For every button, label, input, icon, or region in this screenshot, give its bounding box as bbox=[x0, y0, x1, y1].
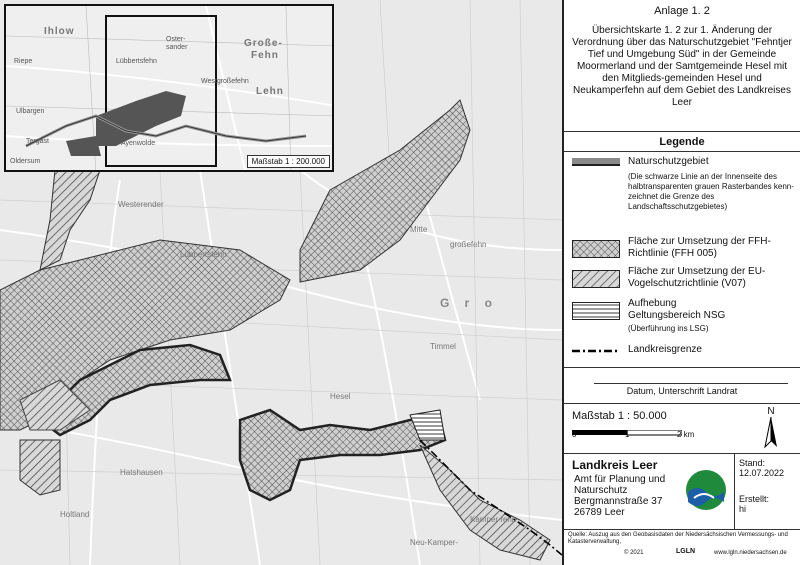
legend-aufhebung-label-1: Aufhebung bbox=[628, 298, 677, 309]
map-label: Westerender bbox=[118, 200, 164, 209]
legend-vogel-label: Fläche zur Umsetzung der EU-Vogelschutzrichtlinie (V07) bbox=[628, 266, 766, 289]
kreis-symbol bbox=[572, 349, 620, 353]
map-big-label: G r o bbox=[440, 296, 499, 310]
vogel-symbol bbox=[572, 270, 620, 288]
signature-label: Datum, Unterschrift Landrat bbox=[626, 386, 738, 396]
lgln-link[interactable]: www.lgln.niedersachsen.de bbox=[714, 550, 787, 556]
legend-item-kreis bbox=[572, 344, 798, 360]
signature-line bbox=[594, 383, 788, 384]
legend-section bbox=[564, 132, 800, 368]
map-label: Holtland bbox=[60, 510, 90, 519]
erstellt-label: Erstellt: bbox=[739, 494, 770, 504]
org-line: Bergmannstraße 37 bbox=[574, 496, 663, 507]
title-section bbox=[564, 0, 800, 132]
legend-title: Legende bbox=[564, 132, 800, 152]
inset-label: Ulbargen bbox=[16, 108, 45, 115]
inset-label: Iber bbox=[116, 120, 129, 127]
legend-nsg-label: Naturschutzgebiet bbox=[628, 156, 709, 167]
scale-tick: 1 bbox=[625, 430, 630, 439]
nsg-symbol bbox=[572, 158, 620, 166]
landkreis-logo-icon bbox=[684, 468, 728, 512]
source-text: Quelle: Auszug aus den Geobasisdaten der Niedersächsischen Vermessungs- und Katasterverwaltung, bbox=[568, 532, 788, 545]
vogel-area-sw bbox=[20, 440, 60, 495]
scale-section bbox=[564, 404, 800, 454]
inset-label: Westgroßefehn bbox=[201, 78, 249, 85]
scale-tick: 2 km bbox=[677, 430, 695, 439]
overview-inset-map[interactable] bbox=[4, 4, 334, 172]
legend-ffh-label: Fläche zur Umsetzung der FFH-Richtlinie (FFH 005) bbox=[628, 236, 771, 259]
legend-panel bbox=[562, 0, 800, 565]
stand-value: 12.07.2022 bbox=[739, 468, 785, 478]
vogel-area-west bbox=[40, 170, 100, 270]
map-label: Neu-Kamper- bbox=[410, 538, 459, 547]
map-label: Hesel bbox=[330, 392, 351, 401]
ffh-symbol bbox=[572, 240, 620, 258]
north-arrow bbox=[764, 406, 778, 452]
north-label: N bbox=[767, 406, 775, 417]
legend-aufhebung-note: (Überführung ins LSG) bbox=[628, 324, 709, 333]
inset-label: Große- bbox=[244, 38, 283, 49]
legend-item-nsg bbox=[572, 158, 798, 238]
source-section bbox=[564, 530, 800, 565]
inset-label: sander bbox=[166, 44, 188, 51]
organization-section bbox=[564, 454, 800, 530]
inset-label: Fehn bbox=[251, 50, 279, 61]
inset-scale: Maßstab 1 : 200.000 bbox=[247, 155, 330, 168]
legend-aufhebung-label-2: Geltungsbereich NSG bbox=[628, 310, 726, 321]
lgln-logo: LGLN bbox=[676, 548, 696, 555]
map-label: Mitte bbox=[410, 225, 428, 234]
legend-item-ffh bbox=[572, 236, 798, 266]
inset-label: Ayenwolde bbox=[121, 140, 156, 147]
map-label: Lübbertsfehn bbox=[180, 250, 227, 259]
inset-label: Lübbertsfehn bbox=[116, 58, 157, 65]
stand-label: Stand: bbox=[739, 458, 766, 468]
legend-nsg-note: (Die schwarze Linie an der Innenseite des halbtransparenten grauen Rasterbandes kenn-zeichnet die Grenze des Landschaftsschutzgebietes) bbox=[628, 172, 794, 211]
map-label: großefehn bbox=[450, 240, 487, 249]
map-label: Kamper-fehn bbox=[470, 515, 517, 524]
inset-label: Oldersum bbox=[10, 158, 41, 165]
map-label: Hatshausen bbox=[120, 468, 163, 477]
org-line: Amt für Planung und bbox=[574, 474, 666, 485]
inset-label: Timmel bbox=[161, 98, 184, 105]
legend-item-vogel bbox=[572, 266, 798, 296]
copyright: © 2021 bbox=[624, 550, 644, 556]
aufhebung-symbol bbox=[572, 302, 620, 320]
org-line: 26789 Leer bbox=[574, 507, 625, 518]
legend-item-aufhebung bbox=[572, 298, 798, 338]
org-name: Landkreis Leer bbox=[572, 458, 658, 472]
map-label: Timmel bbox=[430, 342, 456, 351]
signature-section bbox=[564, 368, 800, 404]
inset-label: Oster- bbox=[166, 36, 186, 43]
north-arrow-icon bbox=[764, 417, 778, 449]
legend-kreis-label: Landkreisgrenze bbox=[628, 344, 702, 355]
inset-label: Tergast bbox=[26, 138, 49, 145]
anlage-label: Anlage 1. 2 bbox=[654, 5, 710, 17]
inset-label: Ihlow bbox=[44, 26, 75, 37]
erstellt-value: hi bbox=[739, 504, 747, 514]
scale-label: Maßstab 1 : 50.000 bbox=[572, 410, 667, 422]
inset-label: Riepe bbox=[14, 58, 33, 65]
map-title: Übersichtskarte 1. 2 zur 1. Änderung der Verordnung über das Naturschutzgebiet "Fehntjer Tief und Umgebung Süd" in der Gemeinde Moormerland und der Samtgemeinde Hesel mit den Mitglieds-gemeinden Hesel und Neukamperfehn auf dem Gebiet des Landkreises Leer bbox=[572, 25, 792, 108]
inset-label: Lehn bbox=[256, 86, 284, 97]
stand-box bbox=[734, 454, 800, 530]
scale-tick: 0 bbox=[572, 430, 577, 439]
org-line: Naturschutz bbox=[574, 485, 628, 496]
